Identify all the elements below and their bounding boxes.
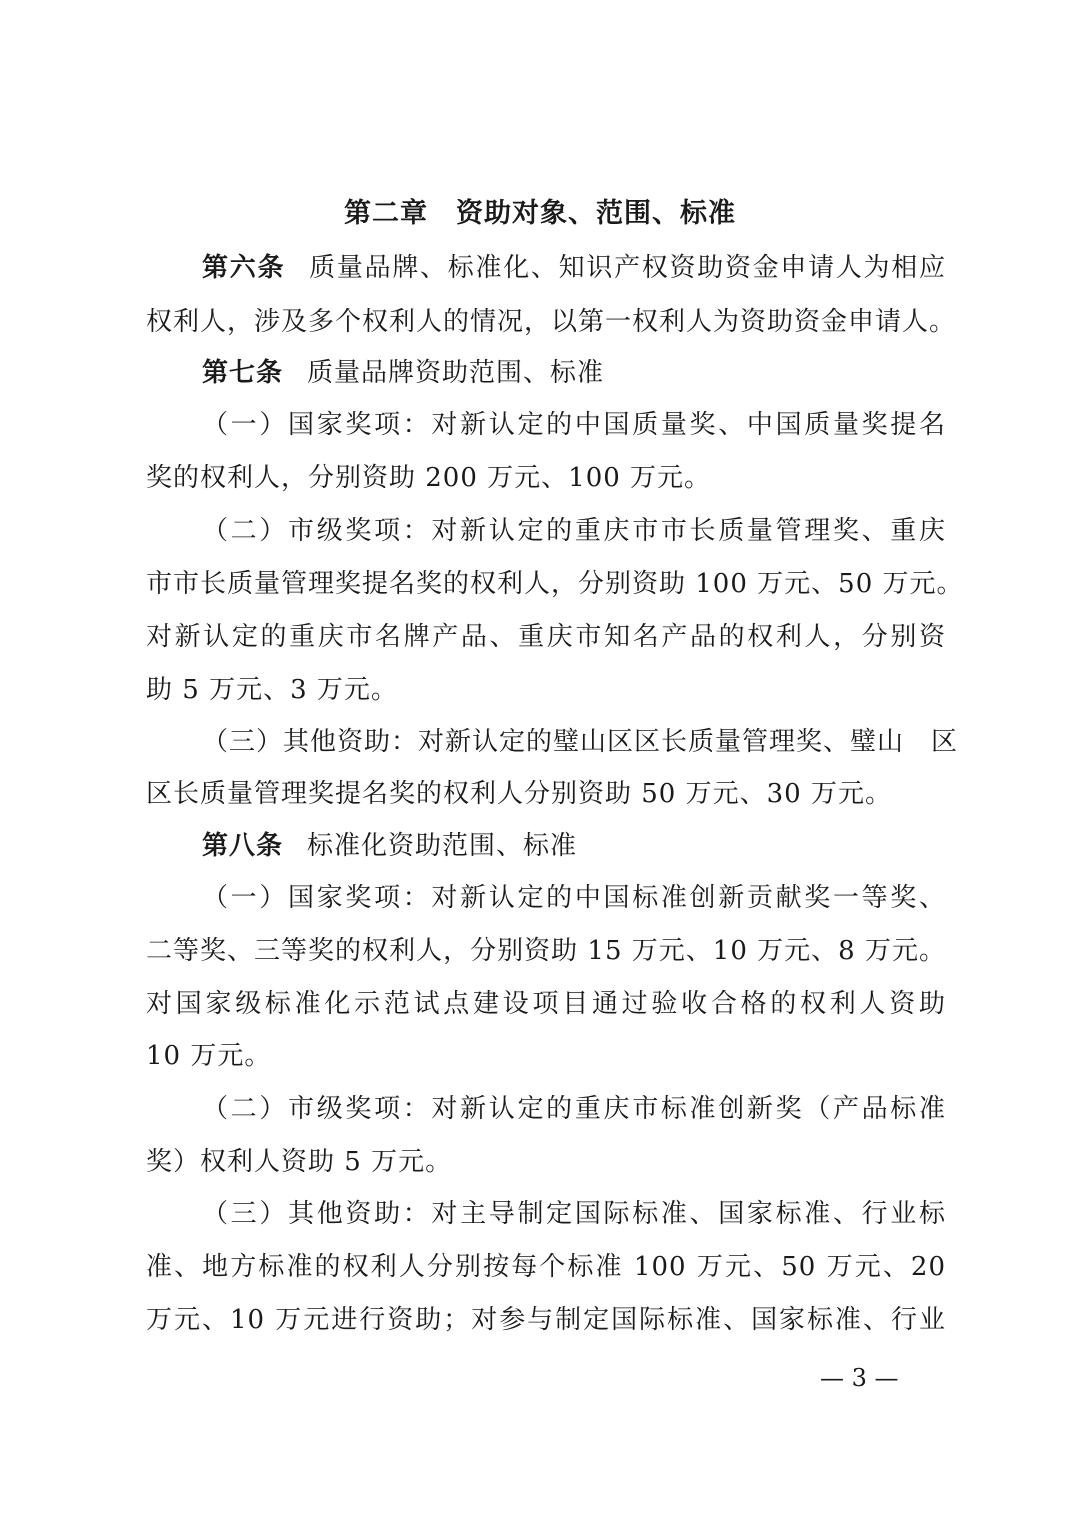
article-8-heading-text: 标准化资助范围、标准 [307, 831, 578, 861]
article-8-item-3-line-2: 准、地方标准的权利人分别按每个标准 100 万元、50 万元、20 [146, 1252, 946, 1282]
article-7-label: 第七条 [202, 358, 284, 388]
article-6-text-line-2: 权利人，涉及多个权利人的情况，以第一权利人为资助资金申请人。 [146, 307, 957, 337]
article-8-item-3-line-1: （三）其他资助：对主导制定国际标准、国家标准、行业标 [202, 1199, 946, 1229]
article-7-item-1-line-1: （一）国家奖项：对新认定的中国质量奖、中国质量奖提名 [202, 410, 946, 440]
article-8-item-1-line-1: （一）国家奖项：对新认定的中国标准创新贡献奖一等奖、 [202, 883, 946, 913]
article-8-item-1-line-3: 对国家级标准化示范试点建设项目通过验收合格的权利人资助 [146, 989, 946, 1019]
article-8-item-2-line-1: （二）市级奖项：对新认定的重庆市标准创新奖（产品标准 [202, 1094, 946, 1124]
article-7-item-2-line-3: 对新认定的重庆市名牌产品、重庆市知名产品的权利人，分别资 [146, 622, 946, 652]
article-7-item-2-line-2: 市市长质量管理奖提名奖的权利人，分别资助 100 万元、50 万元。 [146, 569, 964, 599]
article-6-text-line-1: 质量品牌、标准化、知识产权资助资金申请人为相应 [309, 253, 946, 283]
article-8-item-1-line-4: 10 万元。 [146, 1041, 272, 1071]
article-8-item-1-line-2: 二等奖、三等奖的权利人，分别资助 15 万元、10 万元、8 万元。 [146, 936, 946, 966]
article-6-paragraph [202, 248, 946, 288]
article-8-item-3-line-3: 万元、10 万元进行资助；对参与制定国际标准、国家标准、行业 [146, 1305, 946, 1335]
article-7-item-2-line-1: （二）市级奖项：对新认定的重庆市市长质量管理奖、重庆 [202, 516, 946, 546]
article-7-heading [202, 353, 946, 393]
article-8-item-2-line-2: 奖）权利人资助 5 万元。 [146, 1147, 453, 1177]
article-8-heading [202, 826, 946, 866]
article-7-item-3-line-1: （三）其他资助：对新认定的璧山区区长质量管理奖、璧山 区 [202, 727, 959, 757]
article-8-label: 第八条 [202, 831, 284, 861]
page-number: — 3 — [820, 1364, 899, 1392]
chapter-title: 第二章 资助对象、范围、标准 [344, 198, 736, 229]
article-7-item-1-line-2: 奖的权利人，分别资助 200 万元、100 万元。 [146, 463, 712, 493]
article-7-item-2-line-4: 助 5 万元、3 万元。 [146, 675, 398, 705]
article-7-item-3-line-2: 区长质量管理奖提名奖的权利人分别资助 50 万元、30 万元。 [146, 779, 892, 809]
article-6-label: 第六条 [202, 253, 286, 283]
article-7-heading-text: 质量品牌资助范围、标准 [307, 358, 605, 388]
